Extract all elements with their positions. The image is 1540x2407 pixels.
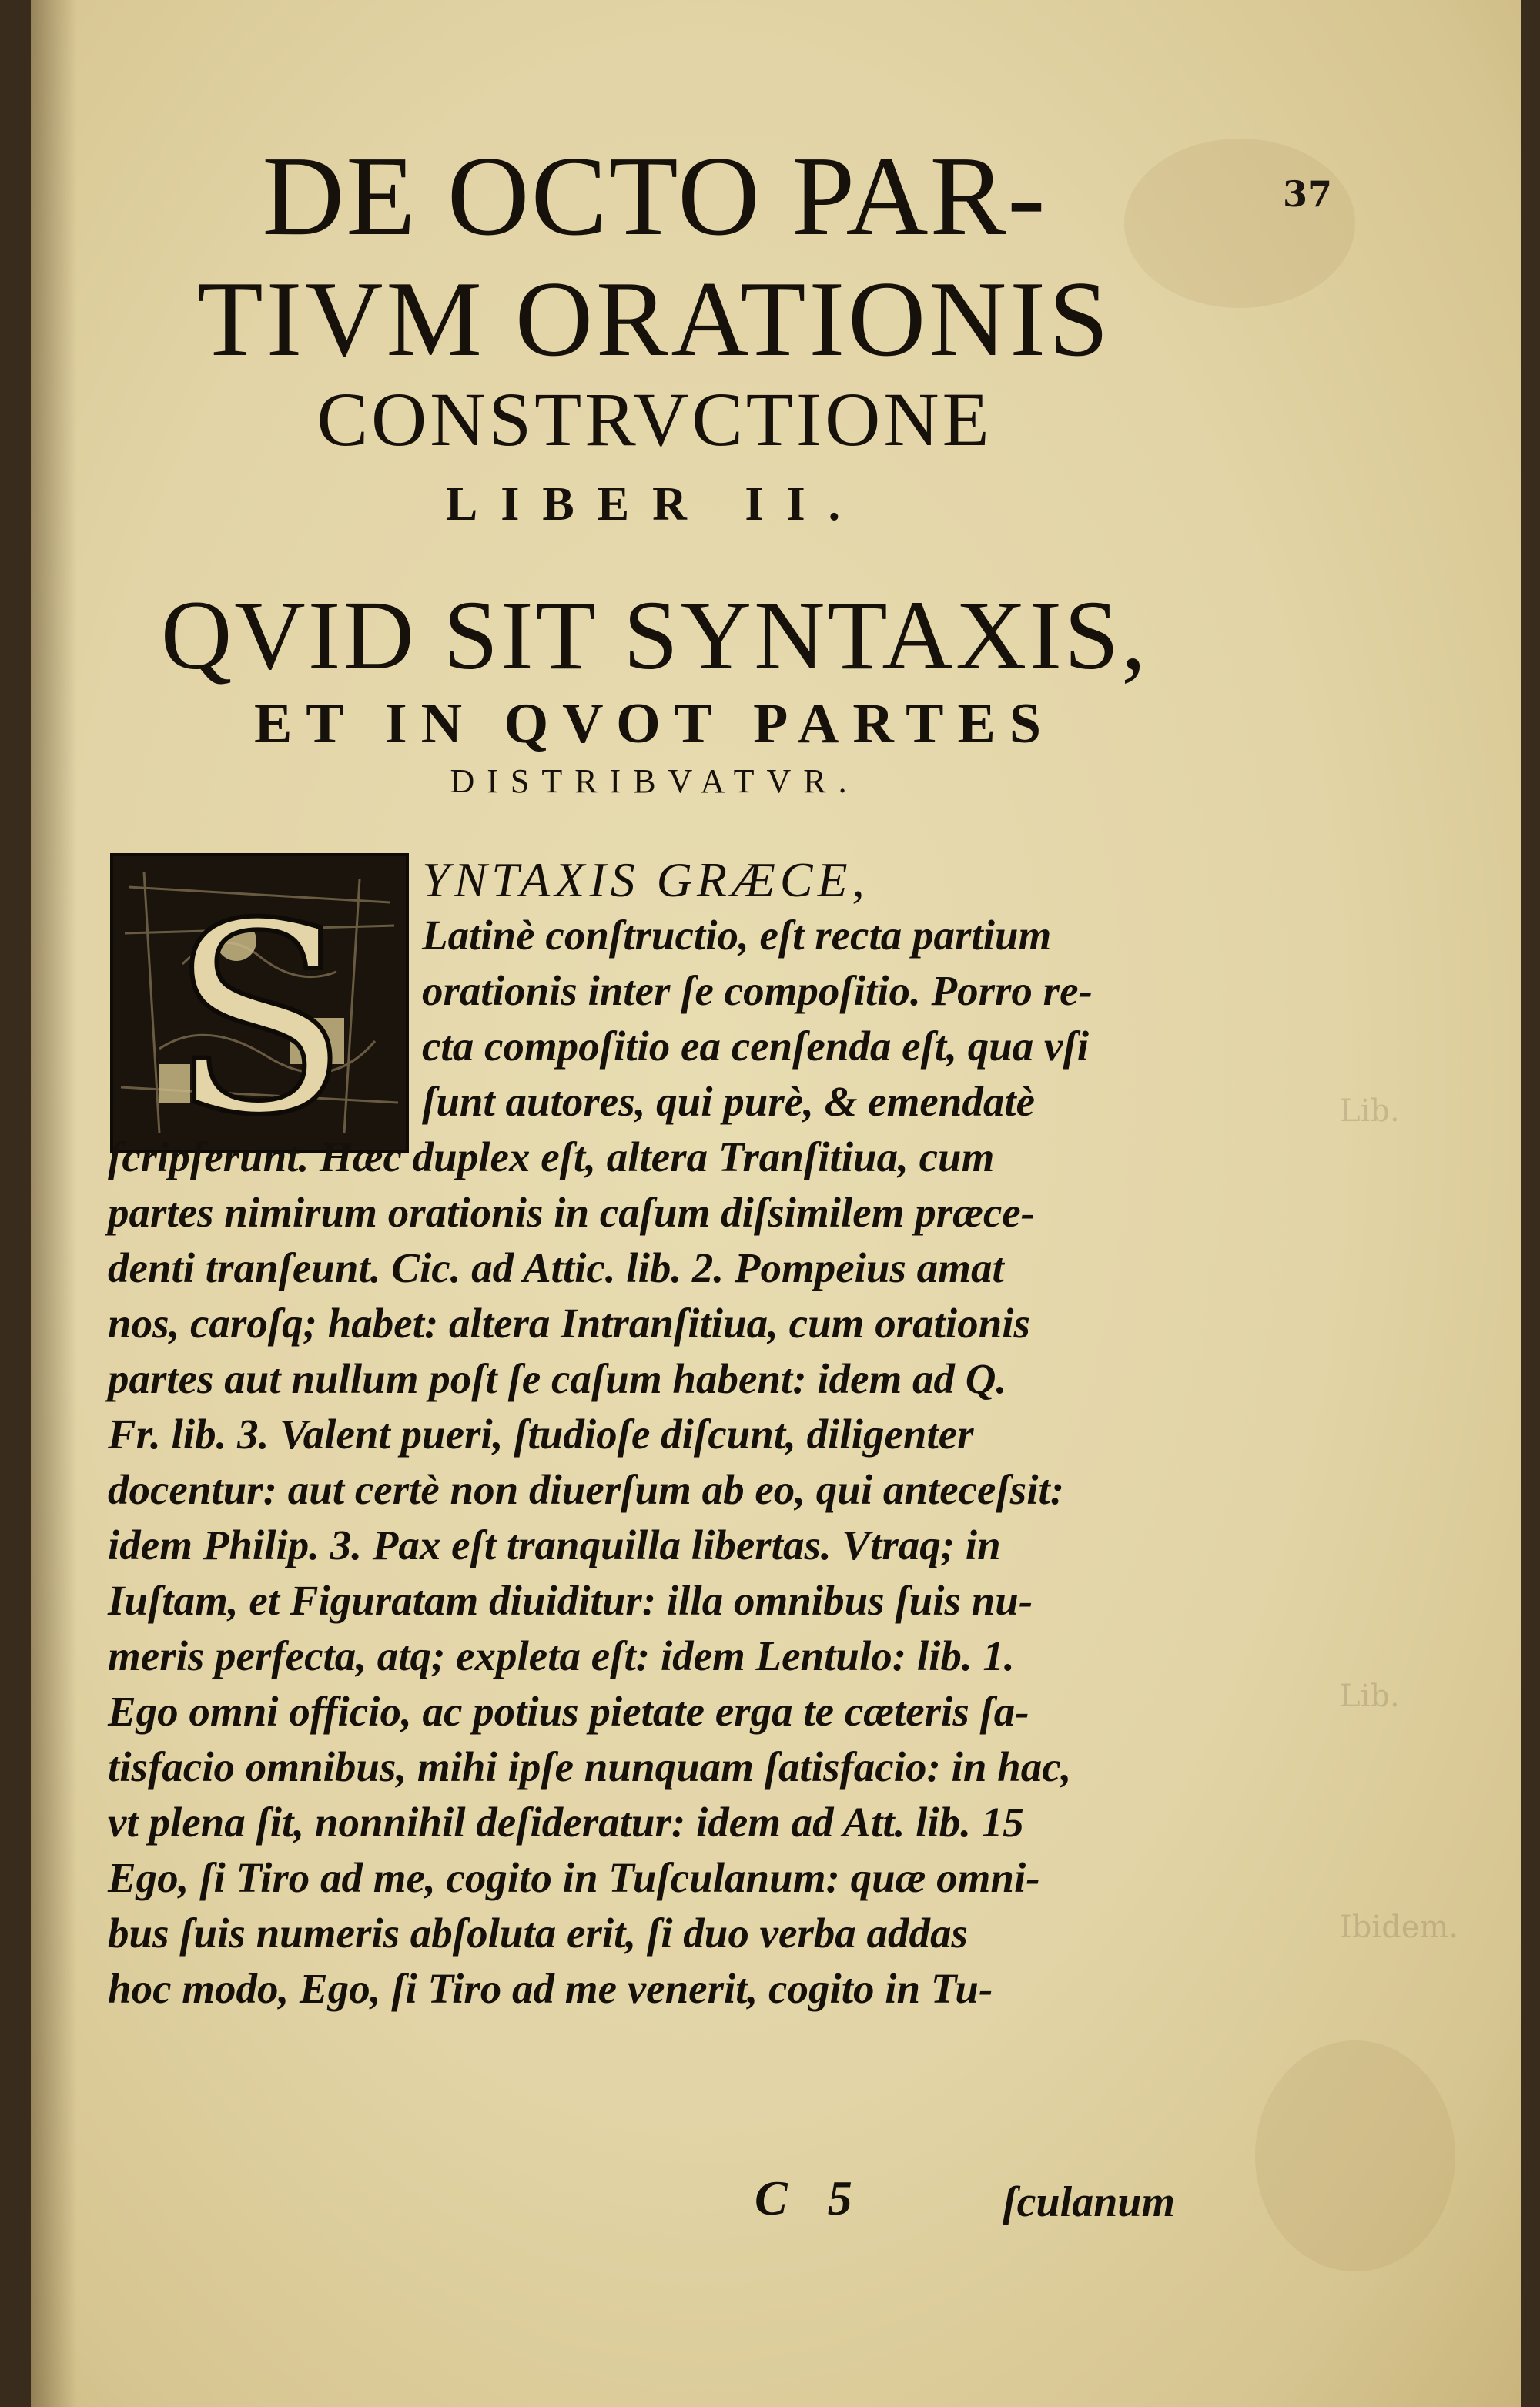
text-line: orationis inter ſe compoſitio. Porro re- (422, 967, 1093, 1014)
decorated-initial (110, 853, 409, 1153)
text-line: Iuſtam, et Figuratam diuiditur: illa omnibus ſuis nu- (108, 1577, 1033, 1624)
initial-letter: S (169, 868, 350, 1150)
signature-mark: C 5 (755, 2171, 866, 2225)
page-number: 37 (1283, 173, 1333, 215)
text-line: idem Philip. 3. Pax eſt tranquilla libertas. Vtraq; in (108, 1522, 1001, 1568)
text-line: cta compoſitio ea cenſenda eſt, qua vſi (422, 1023, 1090, 1070)
text-line: partes nimirum orationis in caſum diſsimilem præce- (108, 1189, 1035, 1236)
show-through-mark: Ibidem. (1340, 1910, 1459, 1945)
paper-stain (1255, 2040, 1455, 2271)
subheading-line-3: DISTRIBVATVR. (450, 762, 859, 800)
catchword: ſculanum (1003, 2178, 1176, 2226)
heading-line-1: DE OCTO PAR- (262, 133, 1047, 259)
heading-line-4: LIBER II. (445, 478, 864, 531)
text-line: docentur: aut certè non diuerſum ab eo, qui anteceſsit: (108, 1466, 1065, 1513)
text-line: bus ſuis numeris abſoluta erit, ſi duo verba addas (108, 1910, 968, 1957)
text-line: Fr. lib. 3. Valent pueri, ſtudioſe diſcunt, diligenter (108, 1411, 974, 1458)
text-line: Latinè conſtructio, eſt recta partium (422, 912, 1052, 959)
text-line: partes aut nullum poſt ſe caſum habent: idem ad Q. (108, 1355, 1007, 1402)
text-line: ſcripſerunt. Hæc duplex eſt, altera Tranſitiua, cum (108, 1133, 995, 1180)
show-through-mark: Lib. (1340, 1679, 1400, 1714)
spine-shadow (31, 0, 77, 2407)
text-line: Ego, ſi Tiro ad me, cogito in Tuſculanum: quæ omni- (108, 1854, 1040, 1901)
text-line: tisfacio omnibus, mihi ipſe nunquam ſatisfacio: in hac, (108, 1743, 1072, 1790)
text-line: vt plena ſit, nonnihil deſideratur: idem ad Att. lib. 15 (108, 1799, 1024, 1846)
woodcut-illustration (113, 856, 406, 1150)
text-line: hoc modo, Ego, ſi Tiro ad me venerit, cogito in Tu- (108, 1965, 993, 2012)
text-line: meris perfecta, atq; expleta eſt: idem Lentulo: lib. 1. (108, 1632, 1015, 1679)
text-line: ſunt autores, qui purè, & emendatè (422, 1078, 1036, 1125)
show-through-mark: Lib. (1340, 1093, 1400, 1129)
text-line: denti tranſeunt. Cic. ad Attic. lib. 2. Pompeius amat (108, 1244, 1004, 1291)
text-line: Ego omni officio, ac potius pietate erga te cæteris ſa- (108, 1688, 1029, 1735)
heading-line-3: CONSTRVCTIONE (316, 377, 993, 462)
subheading-line-1: QVID SIT SYNTAXIS, (160, 581, 1149, 690)
heading-line-2: TIVM ORATIONIS (197, 259, 1112, 379)
book-page (31, 0, 1521, 2407)
text-line: YNTAXIS GRÆCE, (422, 852, 869, 907)
text-line: nos, caroſq; habet: altera Intranſitiua, cum orationis (108, 1300, 1030, 1347)
subheading-line-2: ET IN QVOT PARTES (253, 692, 1056, 755)
